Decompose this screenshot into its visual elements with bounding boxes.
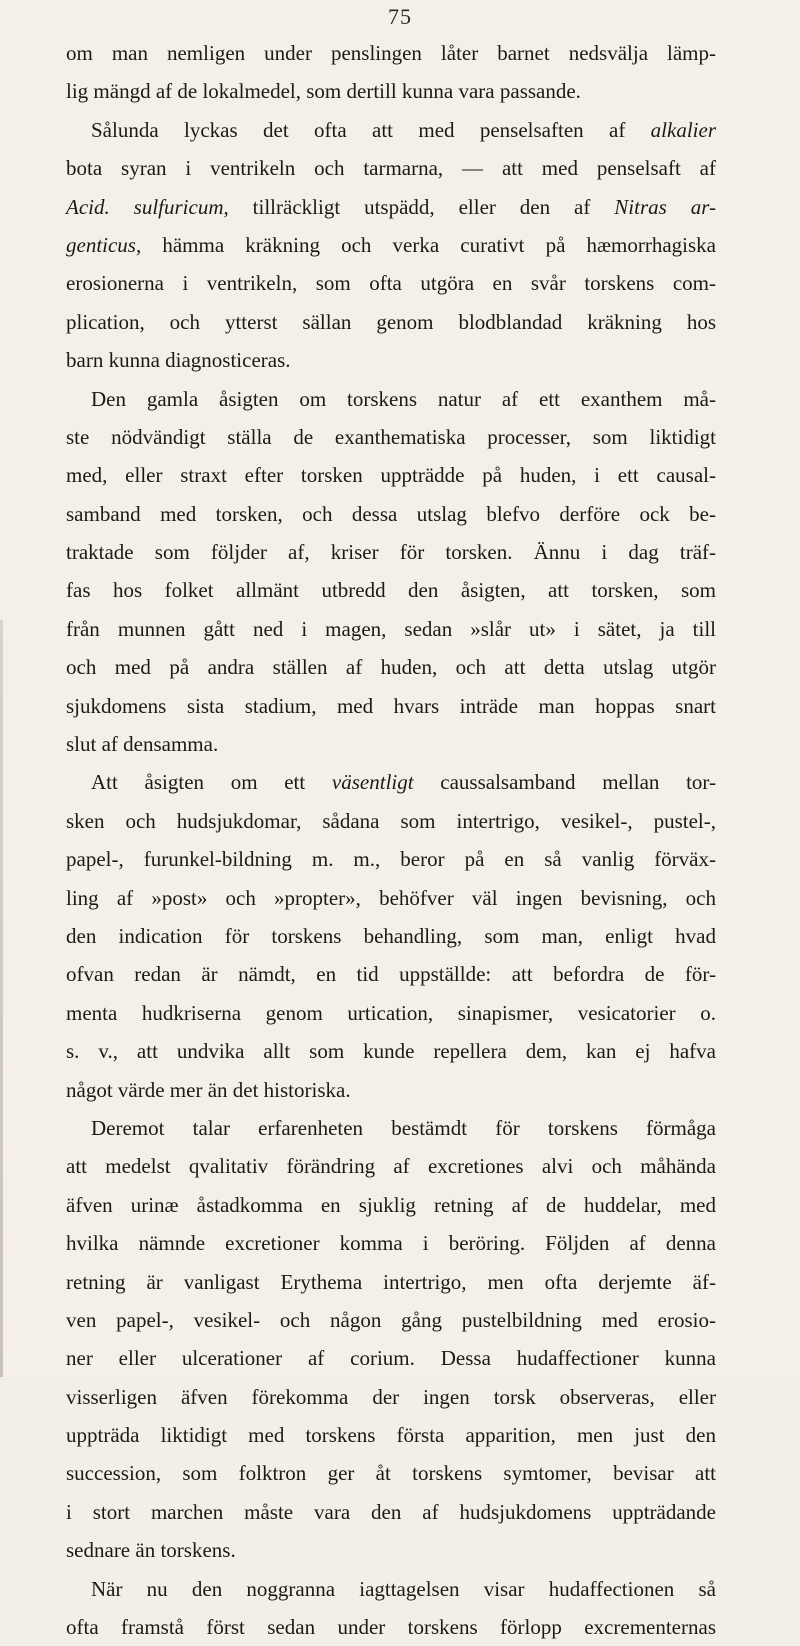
text-segment: När nu den noggranna iagttagelsen visar hudaffectionen så <box>91 1576 716 1601</box>
text-segment: papel-, furunkel-bildning m. m., beror på en så vanlig förväx- <box>66 847 716 872</box>
text-line <box>66 111 716 149</box>
text-segment: , tillräckligt utspädd, eller den af <box>223 194 615 219</box>
italic-text: Acid. sulfuricum <box>66 194 224 219</box>
text-segment: ofvan redan är nämdt, en tid uppställde: att befordra de för- <box>66 962 716 987</box>
text-segment: och med på andra ställen af huden, och att detta utslag utgör <box>66 655 716 680</box>
text-segment: något värde mer än det historiska. <box>66 1077 351 1102</box>
text-segment: menta hudkriserna genom urtication, sinapismer, vesicatorier o. <box>66 1000 716 1025</box>
text-segment: , hämma kräkning och verka curativt på hæmorrhagiska <box>135 232 716 257</box>
text-line <box>66 1109 716 1147</box>
text-segment: från munnen gått ned i magen, sedan »slår ut» i sätet, ja till <box>66 616 716 641</box>
text-segment: erosionerna i ventrikeln, som ofta utgöra en svår torskens com- <box>66 271 716 296</box>
text-line <box>66 1301 716 1339</box>
text-segment: retning är vanligast Erythema intertrigo, men ofta derjemte äf- <box>66 1269 716 1294</box>
text-line <box>66 763 716 801</box>
text-line <box>66 264 716 302</box>
page-edge-shadow <box>0 620 3 1377</box>
text-line <box>66 188 716 226</box>
text-line <box>66 226 716 264</box>
text-line <box>66 610 716 648</box>
text-line <box>66 725 716 763</box>
text-segment: traktade som följder af, kriser för torsken. Ännu i dag träf- <box>66 540 716 565</box>
italic-text: genticus <box>66 232 136 257</box>
text-segment: bota syran i ventrikeln och tarmarna, — att med penselsaft af <box>66 156 716 181</box>
text-segment: äfven urinæ åstadkomma en sjuklig retning af de huddelar, med <box>66 1192 716 1217</box>
text-line <box>66 1032 716 1070</box>
text-segment: om man nemligen under penslingen låter barnet nedsvälja lämp- <box>66 41 716 65</box>
text-segment: fas hos folket allmänt utbredd den åsigten, att torsken, som <box>66 578 716 603</box>
text-line <box>66 1378 716 1416</box>
text-segment: Deremot talar erfarenheten bestämdt för torskens förmåga <box>91 1115 716 1140</box>
text-segment: att medelst qvalitativ förändring af excretiones alvi och måhända <box>66 1154 716 1179</box>
body-text <box>66 34 716 1646</box>
text-line <box>66 1608 716 1646</box>
text-segment: caussalsamband mellan tor- <box>413 770 716 795</box>
text-segment: sjukdomens sista stadium, med hvars inträde man hoppas snart <box>66 693 716 718</box>
text-line <box>66 1147 716 1185</box>
text-segment: lig mängd af de lokalmedel, som dertill kunna vara passande. <box>66 79 581 104</box>
text-line <box>66 917 716 955</box>
text-line <box>66 149 716 187</box>
text-segment: ofta framstå först sedan under torskens förlopp excrementernas <box>66 1615 716 1640</box>
text-segment: Den gamla åsigten om torskens natur af ett exanthem må- <box>91 386 716 411</box>
text-line <box>66 341 716 379</box>
text-segment: ling af »post» och »propter», behöfver väl ingen bevisning, och <box>66 885 716 910</box>
text-segment: Sålunda lyckas det ofta att med penselsaften af <box>91 117 651 142</box>
text-line <box>66 1263 716 1301</box>
text-line <box>66 380 716 418</box>
text-line <box>66 994 716 1032</box>
text-line <box>66 840 716 878</box>
text-segment: barn kunna diagnosticeras. <box>66 348 291 373</box>
text-line <box>66 1339 716 1377</box>
text-segment: plication, och ytterst sällan genom blodblandad kräkning hos <box>66 309 716 334</box>
text-line <box>66 303 716 341</box>
italic-text: väsentligt <box>331 770 414 795</box>
text-line <box>66 648 716 686</box>
text-line <box>66 1531 716 1569</box>
page-number: 75 <box>388 4 412 29</box>
text-line <box>66 34 716 72</box>
text-line <box>66 955 716 993</box>
italic-text: Nitras ar- <box>614 194 716 219</box>
text-segment: hvilka nämnde excretioner komma i beröring. Följden af denna <box>66 1231 716 1256</box>
text-line <box>66 687 716 725</box>
text-line <box>66 1493 716 1531</box>
text-segment: den indication för torskens behandling, som man, enligt hvad <box>66 923 716 948</box>
text-segment: s. v., att undvika allt som kunde repellera dem, kan ej hafva <box>66 1039 716 1064</box>
text-segment: Att åsigten om ett <box>91 770 332 795</box>
italic-text: alkalier <box>650 117 716 142</box>
text-line <box>66 1224 716 1262</box>
text-segment: uppträda liktidigt med torskens första apparition, men just den <box>66 1423 716 1448</box>
text-line <box>66 571 716 609</box>
text-line <box>66 1071 716 1109</box>
text-line <box>66 72 716 110</box>
text-segment: visserligen äfven förekomma der ingen torsk observeras, eller <box>66 1384 716 1409</box>
text-segment: ner eller ulcerationer af corium. Dessa hudaffectioner kunna <box>66 1346 716 1371</box>
text-line <box>66 418 716 456</box>
text-line <box>66 495 716 533</box>
text-segment: succession, som folktron ger åt torskens symtomer, bevisar att <box>66 1461 716 1486</box>
text-line <box>66 533 716 571</box>
text-segment: sken och hudsjukdomar, sådana som intertrigo, vesikel-, pustel-, <box>66 808 716 833</box>
text-segment: slut af densamma. <box>66 732 219 757</box>
text-line <box>66 802 716 840</box>
text-line <box>66 456 716 494</box>
text-line <box>66 1454 716 1492</box>
text-segment: ven papel-, vesikel- och någon gång pustelbildning med erosio- <box>66 1307 716 1332</box>
text-line <box>66 1186 716 1224</box>
text-line <box>66 879 716 917</box>
text-segment: ste nödvändigt ställa de exanthematiska processer, som liktidigt <box>66 424 716 449</box>
text-segment: i stort marchen måste vara den af hudsjukdomens uppträdande <box>66 1499 716 1524</box>
text-line <box>66 1416 716 1454</box>
text-segment: sednare än torskens. <box>66 1538 236 1563</box>
text-segment: med, eller straxt efter torsken uppträdde på huden, i ett causal- <box>66 463 716 488</box>
text-line <box>66 1570 716 1608</box>
text-segment: samband med torsken, och dessa utslag blefvo derföre ock be- <box>66 501 716 526</box>
